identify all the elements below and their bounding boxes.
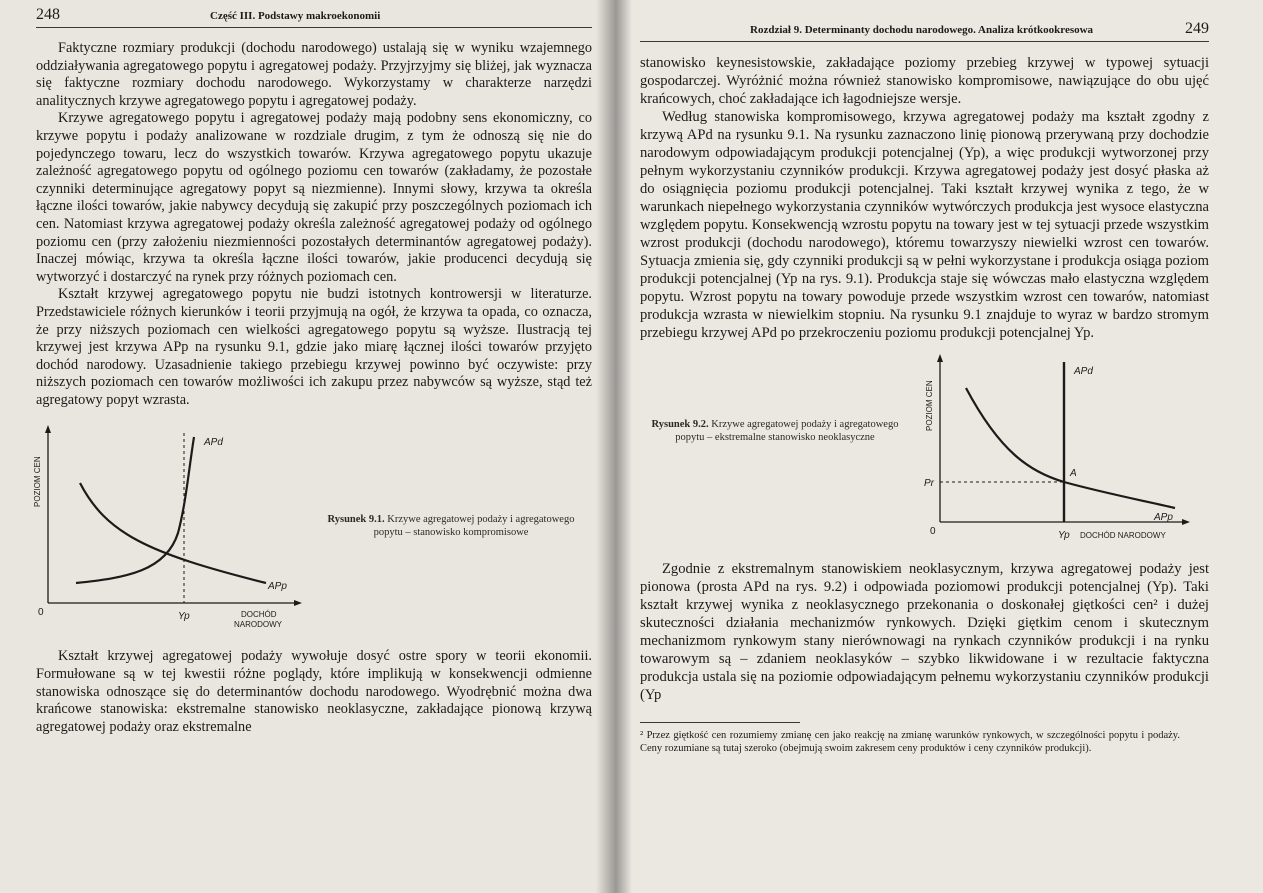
fig1-demand-label: APp	[268, 581, 287, 593]
figure-9-1-chart	[33, 423, 326, 638]
left-paragraph-1: Faktyczne rozmiary produkcji (dochodu narodowego) ustalają się w wyniku wzajemnego oddziaływania agregatowego popytu i agregatowej podaży. Przyjrzyjmy się bliżej, jak wyznacza się faktyczne rozmiary dochodu narodowego. Wykorzystamy w charakterze narzędzi analitycznych krzywe agregatowego popytu i agregatowej podaży.	[36, 40, 592, 109]
fig1-x-tick: Yp	[178, 611, 190, 623]
figure-9-2	[640, 352, 1209, 552]
right-page	[612, 0, 1263, 893]
fig2-demand-curve	[966, 388, 1175, 508]
right-paragraph-1: stanowisko keynesistowskie, zakładające poziomy przebieg krzywej w typowej sytuacji gospodarczej. Wyróżnić można również stanowisko kompromisowe, nawiązujące do obu ujęć krańcowych, choć zakładające ich łagodniejsze wersje.	[640, 55, 1209, 107]
fig2-y-arrow	[937, 354, 943, 362]
fig1-y-axis-label: POZIOM CEN	[33, 456, 42, 508]
right-running-head	[640, 20, 1209, 42]
fig1-origin: 0	[38, 607, 44, 619]
figure-9-2-chart	[910, 352, 1200, 552]
left-paragraph-3: Kształt krzywej agregatowego popytu nie budzi istotnych kontrowersji w literaturze. Przedstawiciele różnych kierunków i teorii przyjmują na ogół, że krzywa ta opada, co oznacza, że przy niższych poziomach cen wielkości agregatowego popytu są wyższe. Ilustracją tej krzywej jest krzywa APp na rysunku 9.1, gdzie jako miarę łącznej ilości towarów przyjęto dochód narodowy. Uzasadnienie takiego przebiegu krzywej powinno być oczywiste: przy niższych poziomach cen towarów możliwości ich zakupu przez nabywców są wyższe, stąd też agregatowy popyt wzrasta.	[36, 286, 592, 408]
fig1-x-label-2: NARODOWY	[234, 620, 282, 630]
fig1-caption-text: Krzywe agregatowej podaży i agregatowego popytu – stanowisko kompromisowe	[373, 514, 575, 539]
footnote-area	[640, 722, 1180, 755]
figure-9-1-caption	[326, 513, 576, 539]
fig1-demand-curve	[80, 483, 266, 583]
fig2-x-arrow	[1182, 519, 1190, 525]
fig1-x-label-1: DOCHÓD	[241, 610, 277, 620]
left-page	[0, 0, 612, 893]
fig2-supply-label: APd	[1074, 366, 1093, 377]
left-paragraph-2: Krzywe agregatowego popytu i agregatowej podaży mają podobny sens ekonomiczny, co krzywe popytu i podaży analizowane w rozdziale drugim, z tym że odnoszą się nie do pojedynczego towaru, lecz do wszystkich towarów. Krzywa agregatowego popytu ukazuje zależność agregatowego popytu od ogólnego poziomu cen towarów (zakładamy, że pozostałe czynniki determinujące agregatowy popyt są niezmienne). Innymi słowy, krzywa ta określa łączne ilości towarów, jakie nabywcy decydują się zakupić przy poszczególnych poziomach ich cen. Natomiast krzywa agregatowej podaży określa zależność agregatowej podaży od ogólnego poziomu cen (przy założeniu niezmienności pozostałych determinantów agregatowej podaży). Inaczej mówiąc, krzywa ta określa łączne ilości towarów, jakie producenci decydują się wytworzyć i dostarczyć na rynek przy różnych poziomach cen.	[36, 110, 592, 285]
fig2-origin: 0	[930, 526, 936, 537]
fig1-supply-curve	[76, 437, 194, 583]
right-paragraph-2: Według stanowiska kompromisowego, krzywa agregatowej podaży ma kształt zgodny z krzywą APd na rysunku 9.1. Na rysunku zaznaczono linię pionową przerywaną przy dochodzie narodowym odpowiadającym produkcji potencjalnej (Yp), a więc produkcji wytworzonej przy pełnym wykorzystaniu czynników produkcji. Krzywa agregatowej podaży jest dosyć płaska aż do osiągnięcia poziomu produkcji potencjalnej. Taki kształt krzywej wynika z tego, że w warunkach niepełnego wykorzystania czynników wytwórczych produkcja jest wysoce elastyczna względem popytu. Konsekwencją wzrostu popytu na towary jest w tej sytuacji przede wszystkim wzrost produkcji (dochodu narodowego), któremu towarzyszy niewielki wzrost cen towarów. Sytuacja zmienia się, gdy czynniki produkcji są w pełni wykorzystane i produkcja osiąga poziom produkcji potencjalnej (Yp na rys. 9.1). Produkcja staje się wówczas mało elastyczna względem popytu. Wzrost popytu na towary powoduje przede wszystkim wzrost cen towarów, natomiast produkcja wzrasta w niewielkim stopniu. Na rysunku 9.1 znajduje to wyraz w bardzo stromym przebiegu krzywej APd po przekroczeniu poziomu produkcji potencjalnej Yp.	[640, 109, 1209, 341]
left-paragraph-4: Kształt krzywej agregatowej podaży wywołuje dosyć ostre spory w teorii ekonomii. Formułowane są w tej kwestii różne poglądy, które implikują w konsekwencji odmienne stanowiska odnoszące się do determinantów dochodu narodowego. Wyodrębnić można dwa krańcowe stanowiska: ekstremalne stanowisko neoklasyczne, zakładające pionową krzywą agregatowej podaży oraz ekstremalne	[36, 648, 592, 735]
fig1-x-arrow	[294, 600, 302, 606]
fig2-x-label: DOCHÓD NARODOWY	[1080, 531, 1166, 540]
fig2-point-label: A	[1070, 468, 1077, 479]
fig2-caption-number: Rysunek 9.2.	[651, 419, 709, 430]
left-page-number: 248	[36, 6, 60, 23]
right-paragraph-3: Zgodnie z ekstremalnym stanowiskiem neoklasycznym, krzywa agregatowej podaży jest pionowa (prosta APd na rys. 9.2) i odpowiada poziomowi produkcji potencjalnej (Yp). Taki kształt krzywej wynika z neoklasycznego przekonania o doskonałej giętkości cen² i dużej skuteczności działania mechanizmów rynkowych. Dzięki giętkim cenom i skutecznym mechanizmom rynkowym stany nierównowagi na rynkach czynników produkcji i na rynku towarowym są – zdaniem neoklasyków – szybko likwidowane i w rezultacie faktyczna produkcja ustala się na poziomie odpowiadającym pełnemu wykorzystaniu czynników produkcji (Yp	[640, 561, 1209, 703]
fig2-x-tick: Yp	[1058, 530, 1070, 541]
fig2-y-tick: Pr	[924, 478, 934, 489]
footnote-2: ² Przez giętkość cen rozumiemy zmianę cen jako reakcję na zmianę warunków rynkowych, w szczególności popytu i podaży. Ceny rozumiane są tutaj szeroko (obejmują swoim zakresem ceny produktów i ceny czynników produkcji).	[640, 730, 1180, 754]
figure-9-2-caption	[640, 418, 910, 444]
fig1-caption-number: Rysunek 9.1.	[327, 514, 385, 526]
fig2-caption-text: Krzywe agregatowej podaży i agregatowego popytu – ekstremalne stanowisko neoklasyczne	[675, 419, 899, 443]
fig2-y-axis-label: POZIOM CEN	[925, 380, 934, 431]
fig2-demand-label: APp	[1154, 512, 1173, 523]
fig1-y-arrow	[45, 425, 51, 433]
fig1-supply-label: APd	[204, 437, 223, 449]
left-running-head-title: Część III. Podstawy makroekonomii	[210, 10, 381, 22]
right-running-head-title: Rozdział 9. Determinanty dochodu narodowego. Analiza krótkookresowa	[750, 24, 1094, 36]
left-running-head	[36, 6, 592, 28]
right-page-number: 249	[1185, 20, 1209, 37]
figure-9-1	[33, 423, 592, 638]
